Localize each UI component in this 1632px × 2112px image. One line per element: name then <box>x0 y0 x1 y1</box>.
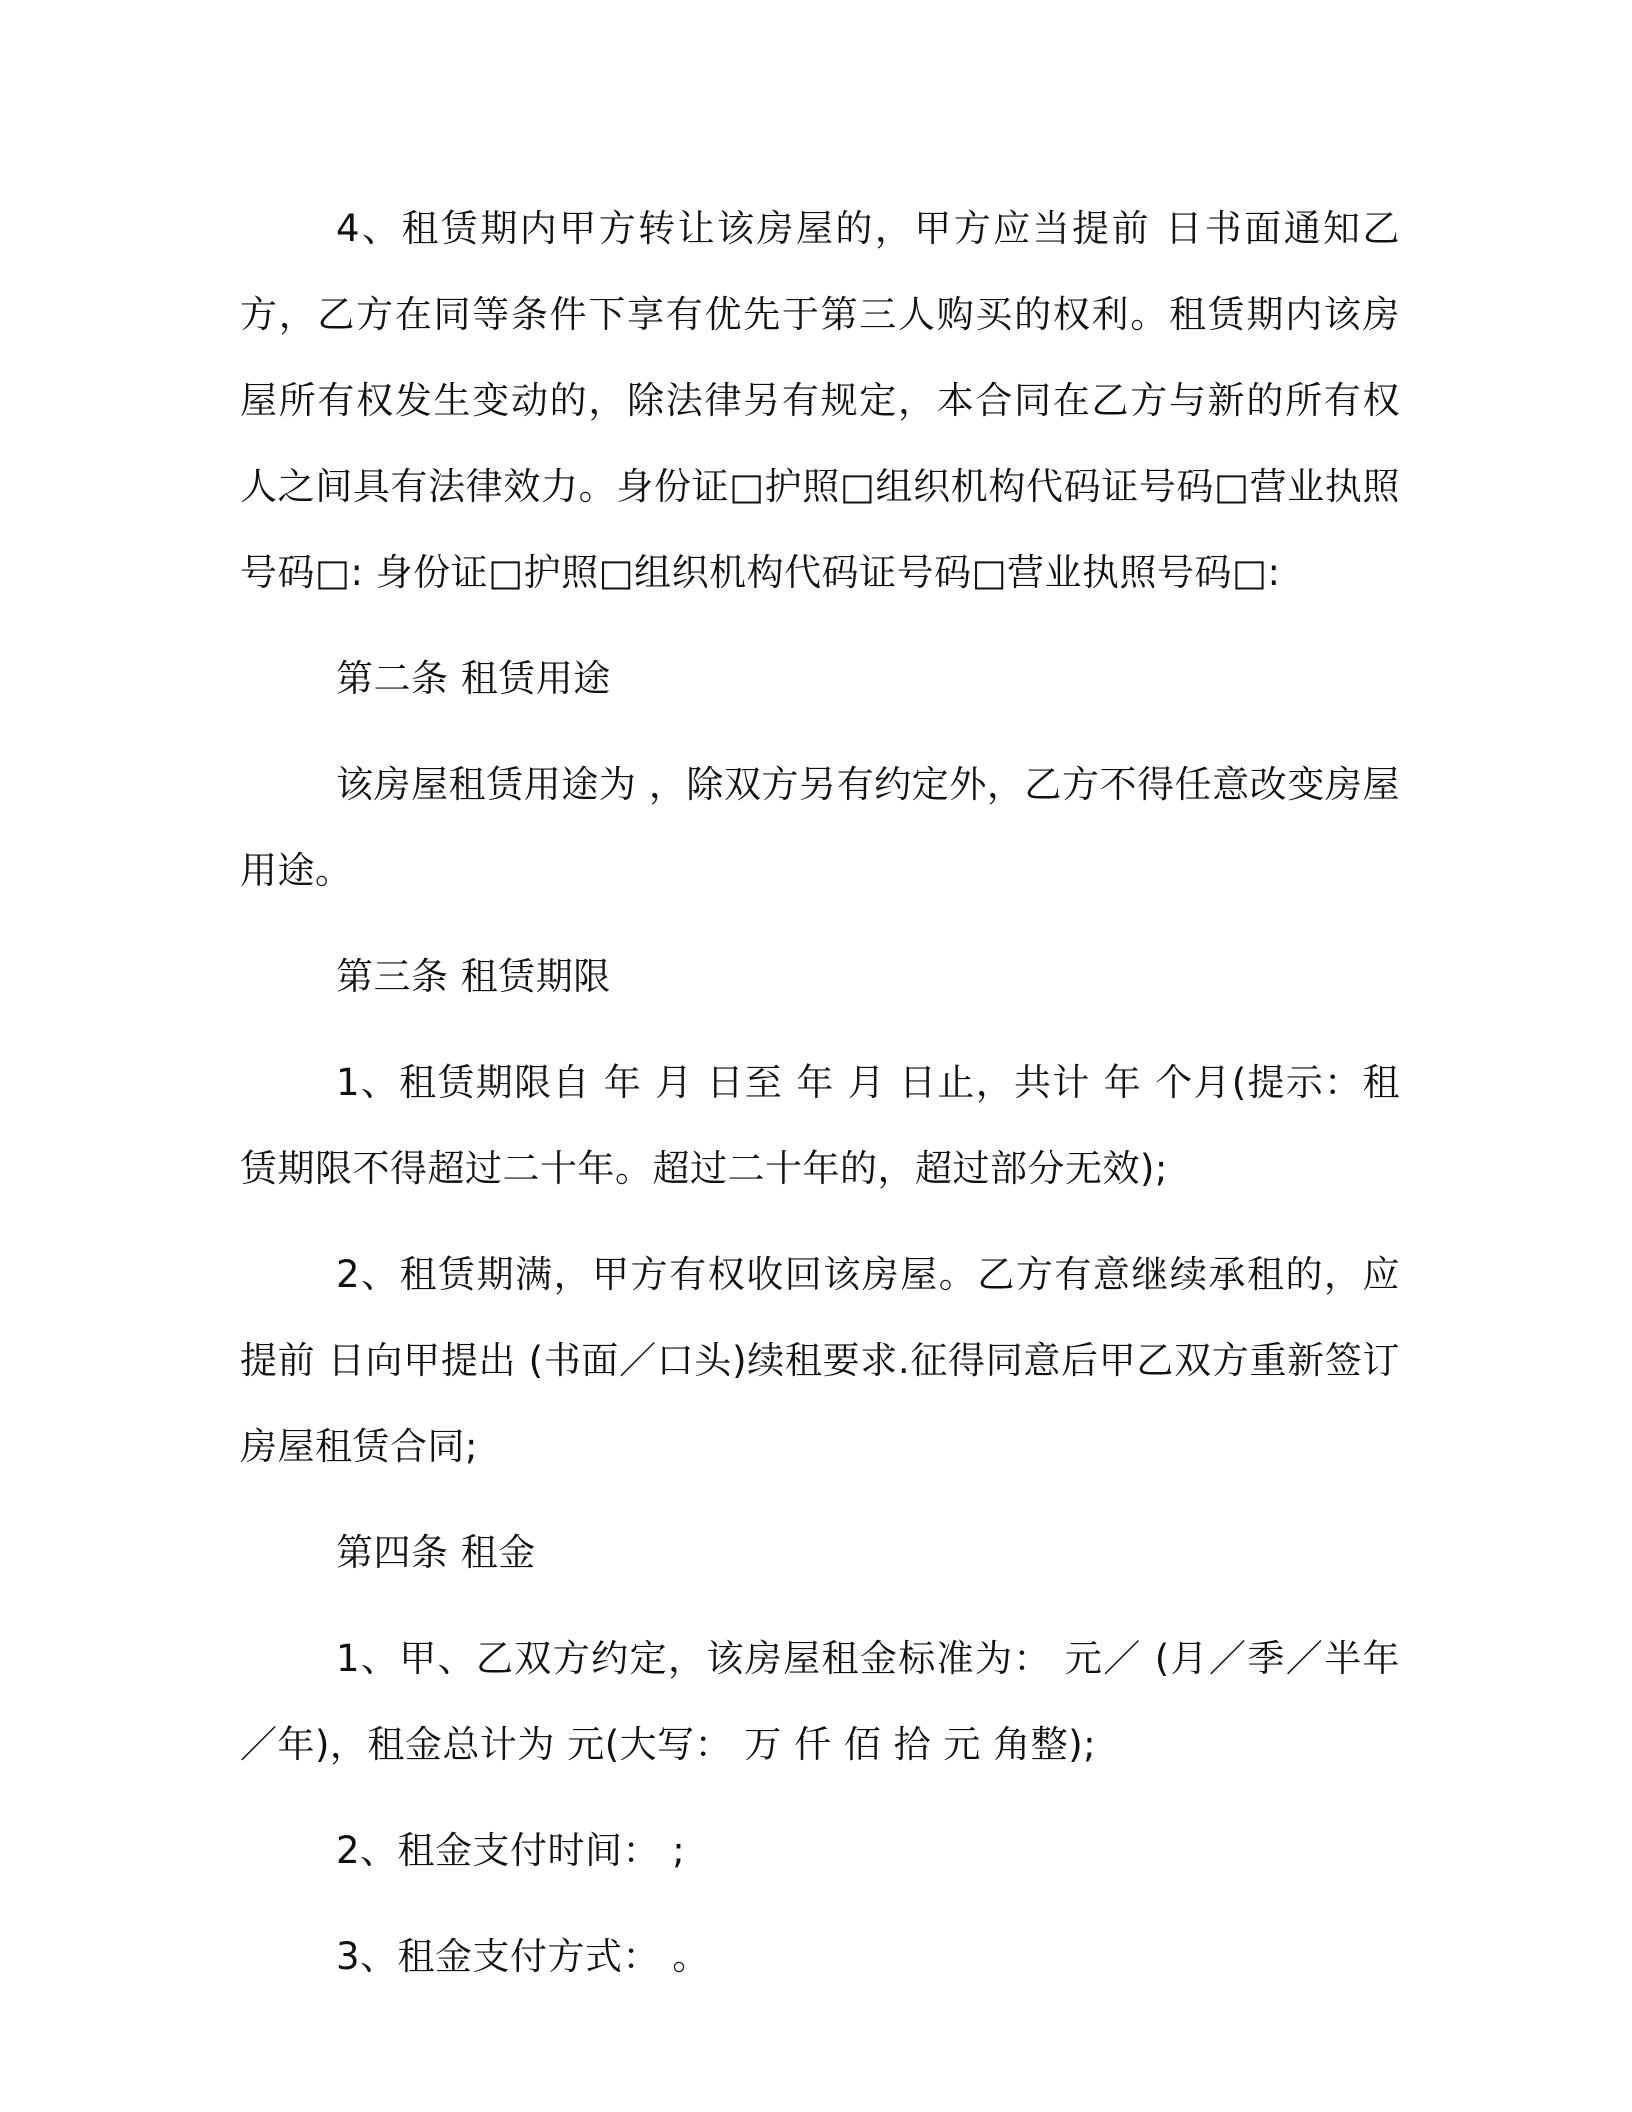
article-4-heading: 第四条 租金 <box>336 1531 536 1574</box>
clause-4-3-paragraph: 3、租金支付方式： 。 <box>336 1935 710 1978</box>
document-body <box>240 186 1400 2000</box>
article-2-paragraph: 该房屋租赁用途为 ，除双方另有约定外，乙方不得任意改变房屋用途。 <box>240 763 1400 892</box>
clause-4-1-paragraph: 1、甲、乙双方约定，该房屋租金标准为： 元／ (月／季／半年／年)，租金总计为 元(大写： 万 仟 佰 拾 元 角整); <box>240 1637 1400 1766</box>
article-2-heading: 第二条 租赁用途 <box>336 657 611 700</box>
clause-1-4-paragraph: 4、租赁期内甲方转让该房屋的，甲方应当提前 日书面通知乙方，乙方在同等条件下享有优先于第三人购买的权利。租赁期内该房屋所有权发生变动的，除法律另有规定，本合同在乙方与新的所有权人之间具有法律效力。身份证□护照□组织机构代码证号码□营业执照号码□: 身份证□护照□组织机构代码证号码□营业执照号码□: <box>240 207 1400 594</box>
clause-3-2-paragraph: 2、租赁期满，甲方有权收回该房屋。乙方有意继续承租的，应提前 日向甲提出 (书面／口头)续租要求.征得同意后甲乙双方重新签订房屋租赁合同; <box>240 1253 1400 1468</box>
article-3-heading: 第三条 租赁期限 <box>336 955 611 998</box>
clause-3-1-paragraph: 1、租赁期限自 年 月 日至 年 月 日止，共计 年 个月(提示：租赁期限不得超过二十年。超过二十年的，超过部分无效); <box>240 1061 1400 1190</box>
clause-4-2-paragraph: 2、租金支付时间： ; <box>336 1829 686 1872</box>
